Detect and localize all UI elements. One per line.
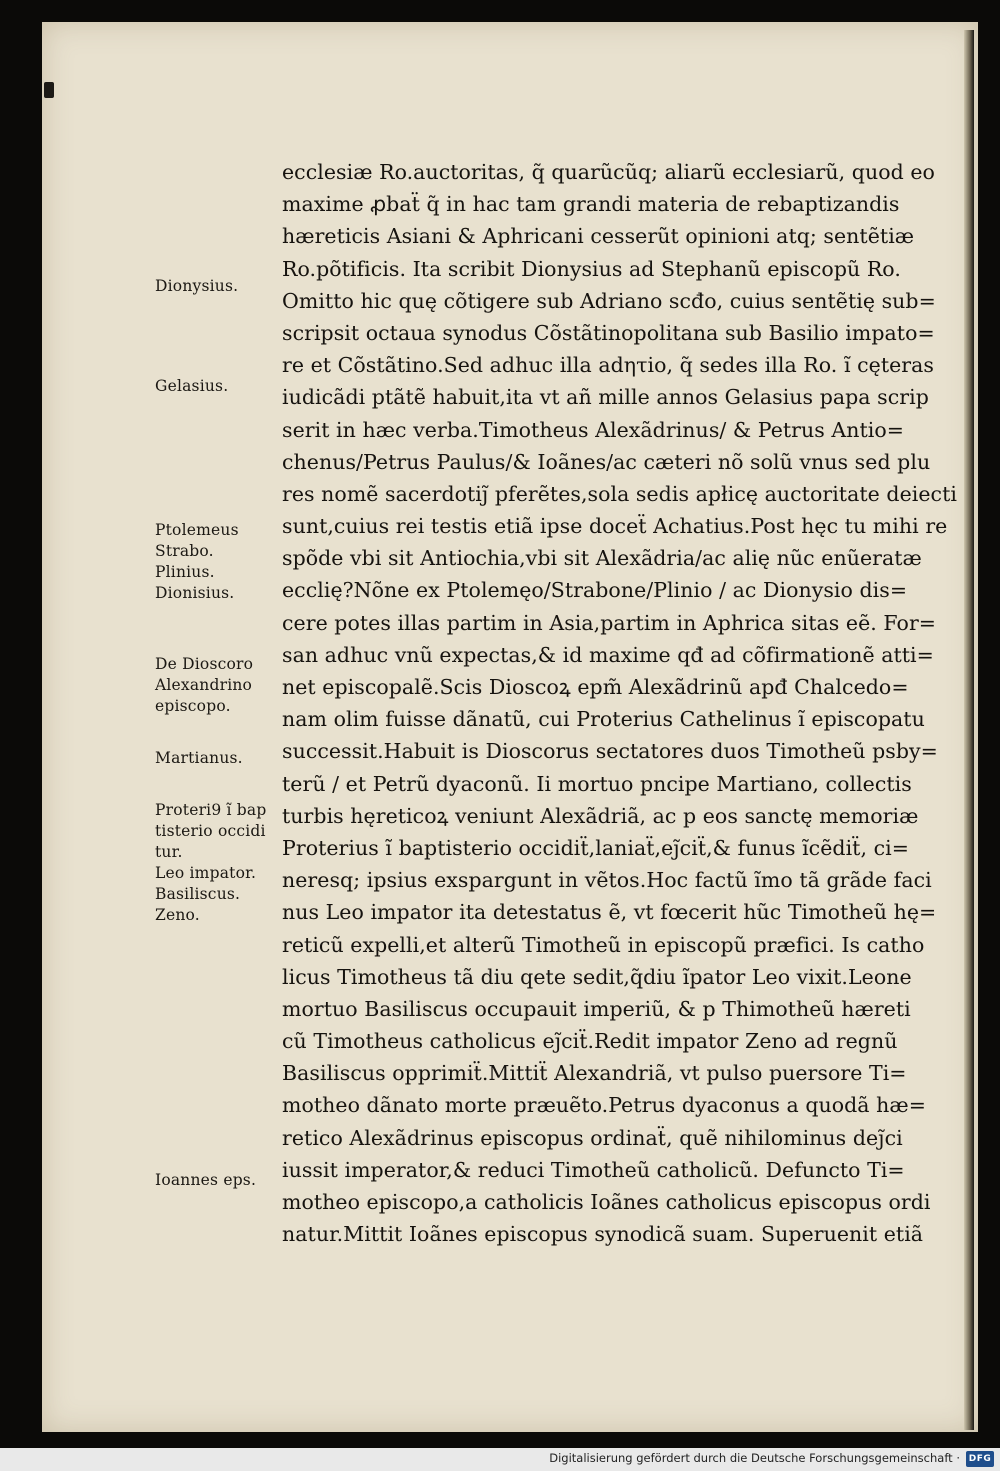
margin-note-line: episcopo. — [155, 697, 231, 715]
text-line: cũ Timotheus catholicus eȷ̃ciẗ.Redit impator Zeno ad regnũ — [282, 1029, 898, 1054]
main-text-block — [282, 156, 962, 1250]
margin-note — [155, 748, 295, 769]
footer-bar — [0, 1448, 1000, 1471]
margin-note-line: Ptolemeus — [155, 521, 239, 539]
text-line: iussit imperator,& reduci Timotheũ catholicũ. Defuncto Ti= — [282, 1157, 905, 1182]
text-line: successit.Habuit is Dioscorus sectatores duos Timotheũ psby= — [282, 739, 938, 764]
text-line: ecclesiæ Ro.auctoritas, q̃ quarũcũq; aliarũ ecclesiarũ, quod eo — [282, 160, 935, 184]
text-line: terũ / et Petrũ dyaconũ. Ii mortuo pncipe Martiano, collectis — [282, 771, 912, 796]
text-line: ecclię?Nõne ex Ptolemęo/Strabone/Plinio / ac Dionysio dis= — [282, 578, 908, 603]
margin-note-line: De Dioscoro — [155, 655, 254, 673]
text-line: turbis hęreticoꝝ veniunt Alexãdriã, ac p eos sanctę memoriæ — [282, 803, 919, 828]
margin-note-line: tisterio occidi — [155, 822, 266, 840]
margin-note-line: Alexandrino — [155, 676, 253, 694]
text-line: nus Leo impator ita detestatus ẽ, vt fœcerit hũc Timotheũ hę= — [282, 900, 937, 925]
text-line: serit in hæc verba.Timotheus Alexãdrinus/ & Petrus Antio= — [282, 417, 905, 442]
margin-note-line: Martianus. — [155, 749, 243, 767]
text-line: motheo dãnato morte præuẽto.Petrus dyaconus a quodã hæ= — [282, 1093, 926, 1118]
text-line: licus Timotheus tã diu qete sedit,q̃diu ĩpator Leo vixit.Leone — [282, 964, 912, 989]
margin-note — [155, 800, 295, 926]
text-line: cere potes illas partim in Asia,partim in Aphrica sitas eẽ. For= — [282, 610, 937, 635]
margin-note — [155, 654, 295, 717]
text-line: chenus/Petrus Paulus/& Ioãnes/ac cæteri nõ solũ vnus sed plu — [282, 449, 931, 474]
text-line: san adhuc vnũ expectas,& id maxime qđ ad cõfirmationẽ atti= — [282, 642, 934, 667]
margin-note — [155, 376, 295, 397]
text-line: retico Alexãdrinus episcopus ordinaẗ, quẽ nihilominus deȷ̃ci — [282, 1125, 903, 1150]
text-line: Ro.põtificis. Ita scribit Dionysius ad Stephanũ episcopũ Ro. — [282, 256, 901, 281]
text-line: res nomẽ sacerdotiȷ̃ pferẽtes,sola sedis apłicę auctoritate deiecti — [282, 481, 957, 506]
text-line: neresq; ipsius exspargunt in vẽtos.Hoc factũ ĩmo tã grãde faci — [282, 868, 932, 893]
margin-note-line: Proteri9 ĩ bap — [155, 801, 267, 819]
margin-note — [155, 520, 295, 604]
text-line: reticũ expelli,et alterũ Timotheũ in episcopũ præfici. Is catho — [282, 932, 925, 957]
margin-note — [155, 1170, 295, 1191]
margin-note-line: Gelasius. — [155, 377, 229, 395]
margin-note-line: Plinius. — [155, 563, 215, 581]
margin-note-line: Ioannes eps. — [155, 1171, 257, 1189]
margin-note-line: Dionysius. — [155, 277, 239, 295]
text-line: scripsit octaua synodus Cõstãtinopolitana sub Basilio impato= — [282, 320, 935, 345]
text-line: iudicãdi ptãtẽ habuit,ita vt añ mille annos Gelasius papa scrip — [282, 385, 929, 410]
margin-note-line: Leo impator. — [155, 864, 257, 882]
text-line: motheo episcopo,a catholicis Ioãnes catholicus episcopus ordi — [282, 1190, 931, 1214]
margin-note-line: Basiliscus. — [155, 885, 241, 903]
margin-note-line: Zeno. — [155, 906, 200, 924]
text-line: spõde vbi sit Antiochia,vbi sit Alexãdria/ac alię nũc enũeratæ — [282, 546, 922, 571]
margin-note-line: Strabo. — [155, 542, 214, 560]
margin-note-line: tur. — [155, 843, 183, 861]
margin-note — [155, 276, 295, 297]
margin-note-line: Dionisius. — [155, 584, 235, 602]
ink-mark — [44, 82, 54, 98]
text-line: natur.Mittit Ioãnes episcopus synodicã suam. Superuenit etiã — [282, 1222, 924, 1247]
page-edge — [964, 30, 974, 1430]
text-line: sunt,cuius rei testis etiã ipse doceẗ Achatius.Post hęc tu mihi re — [282, 514, 948, 539]
text-line: hæreticis Asiani & Aphricani cesserũt opinioni atq; sentẽtiæ — [282, 224, 915, 249]
text-line: net episcopalẽ.Scis Dioscoꝝ epm̃ Alexãdrinũ apđ Chalcedo= — [282, 675, 909, 699]
text-line: nam olim fuisse dãnatũ, cui Proterius Cathelinus ĩ episcopatu — [282, 707, 925, 732]
text-line: Omitto hic quę cõtigere sub Adriano scđo, cuius sentẽtię sub= — [282, 288, 936, 313]
text-line: re et Cõstãtino.Sed adhuc illa adητio, q̃ sedes illa Ro. ĩ cęteras — [282, 353, 934, 378]
dfg-logo[interactable]: DFG — [966, 1451, 994, 1467]
text-line: Proterius ĩ baptisterio occidiẗ,laniaẗ,eȷ̃ciẗ,& funus ĩcẽdiẗ, ci= — [282, 835, 909, 860]
text-line: mortuo Basiliscus occupauit imperiũ, & p Thimotheũ hæreti — [282, 996, 911, 1021]
text-line: Basiliscus opprimiẗ.Mittiẗ Alexandriã, vt pulso puersore Ti= — [282, 1061, 907, 1086]
text-line: maxime ꝓbaẗ q̃ in hac tam grandi materia de rebaptizandis — [282, 192, 900, 217]
funding-notice: Digitalisierung gefördert durch die Deutsche Forschungsgemeinschaft · — [549, 1451, 960, 1465]
